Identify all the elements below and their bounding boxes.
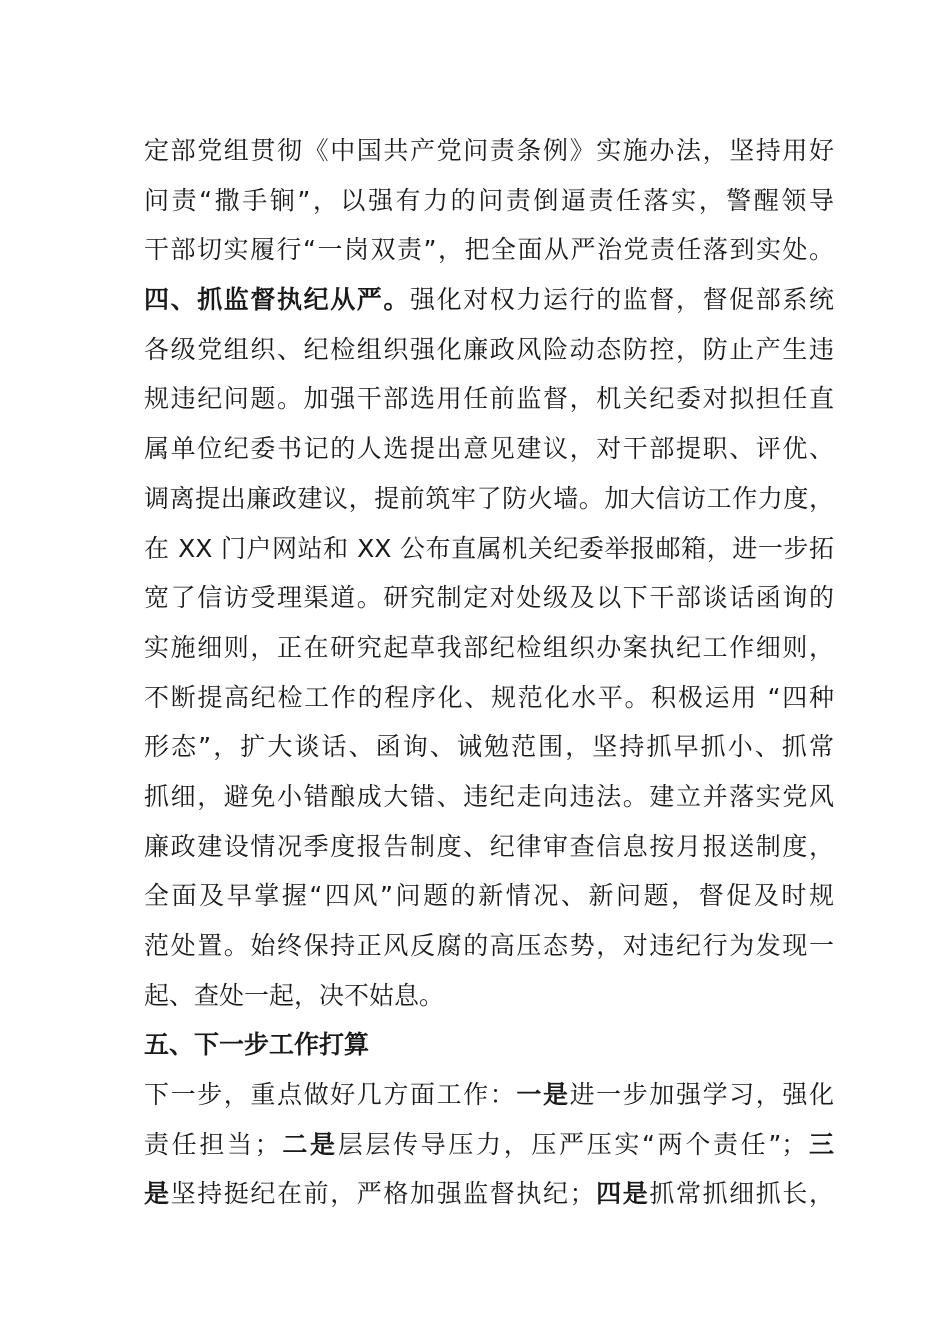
- text-run: 规违纪问题。加强干部选用任前监督，机关纪委对拟担任直: [144, 384, 834, 414]
- text-run: 调离提出廉政建议，提前筑牢了防火墙。加大信访工作力度，: [144, 483, 834, 513]
- text-run: 形态”，扩大谈话、函询、诫勉范围，坚持抓早抓小、抓常: [144, 732, 834, 762]
- text-run: 范处置。始终保持正风反腐的高压态势，对违纪行为发现一: [144, 931, 834, 960]
- text-run: 属单位纪委书记的人选提出意见建议，对干部提职、评优、: [144, 434, 834, 464]
- text-run: 强化对权力运行的监督，督促部系统: [410, 285, 834, 315]
- text-line: [144, 126, 834, 176]
- text-run: 宽了信访受理渠道。研究制定对处级及以下干部谈话函询的: [144, 583, 834, 613]
- bold-text-run: 是: [144, 1179, 171, 1209]
- bold-text-run: 五、下一步工作打算: [144, 1030, 370, 1060]
- text-run: 责任担当；: [144, 1129, 280, 1159]
- text-line: [144, 1020, 834, 1070]
- text-run: 问责“撒手锏”，以强有力的问责倒逼责任落实，警醒领导: [144, 185, 834, 215]
- text-run: 定部党组贯彻《中国共产党问责条例》实施办法，坚持用好: [144, 136, 834, 165]
- text-run: 在 XX 门户网站和 XX 公布直属机关纪委举报邮箱，进一步拓: [144, 533, 834, 563]
- text-line: [144, 822, 834, 872]
- text-line: [144, 524, 834, 574]
- bold-text-run: 三: [806, 1129, 834, 1159]
- text-line: [144, 325, 834, 375]
- text-run: 不断提高纪检工作的程序化、规范化水平。积极运用 “四种: [144, 682, 834, 712]
- text-line: [144, 176, 834, 226]
- text-run: 干部切实履行“一岗双责”，把全面从严治党责任落到实处。: [144, 235, 834, 265]
- bold-text-run: 四是: [594, 1179, 650, 1209]
- text-run: 下一步，重点做好几方面工作：: [144, 1080, 517, 1110]
- text-line: [144, 573, 834, 623]
- text-line: [144, 275, 834, 325]
- text-run: 各级党组织、纪检组织强化廉政风险动态防控，防止产生违: [144, 334, 834, 364]
- text-line: [144, 673, 834, 723]
- bold-text-run: 二是: [279, 1129, 338, 1159]
- text-run: 实施细则，正在研究起草我部纪检组织办案执纪工作细则，: [144, 632, 834, 662]
- bold-text-run: 一是: [516, 1080, 570, 1110]
- text-line: [144, 971, 834, 1021]
- text-run: 层层传导压力，压严压实“两个责任”；: [337, 1129, 807, 1159]
- text-line: [144, 623, 834, 673]
- document-body: [144, 126, 834, 1219]
- bold-text-run: 四、抓监督执纪从严。: [144, 285, 410, 315]
- text-run: 进一步加强学习，强化: [569, 1080, 834, 1110]
- text-run: 廉政建设情况季度报告制度、纪律审查信息按月报送制度，: [144, 831, 834, 861]
- text-line: [144, 1120, 834, 1170]
- text-run: 坚持挺纪在前，严格加强监督执纪；: [170, 1179, 595, 1209]
- text-run: 起、查处一起，决不姑息。: [144, 980, 445, 1010]
- text-line: [144, 871, 834, 921]
- text-line: [144, 921, 834, 971]
- text-line: [144, 474, 834, 524]
- text-line: [144, 424, 834, 474]
- text-line: [144, 1070, 834, 1120]
- text-line: [144, 772, 834, 822]
- text-line: [144, 722, 834, 772]
- text-line: [144, 225, 834, 275]
- text-line: [144, 374, 834, 424]
- text-run: 全面及早掌握“四风”问题的新情况、新问题，督促及时规: [144, 881, 834, 911]
- text-line: [144, 1169, 834, 1219]
- text-run: 抓细，避免小错酿成大错、违纪走向违法。建立并落实党风: [144, 781, 834, 811]
- text-run: 抓常抓细抓长，: [649, 1179, 834, 1209]
